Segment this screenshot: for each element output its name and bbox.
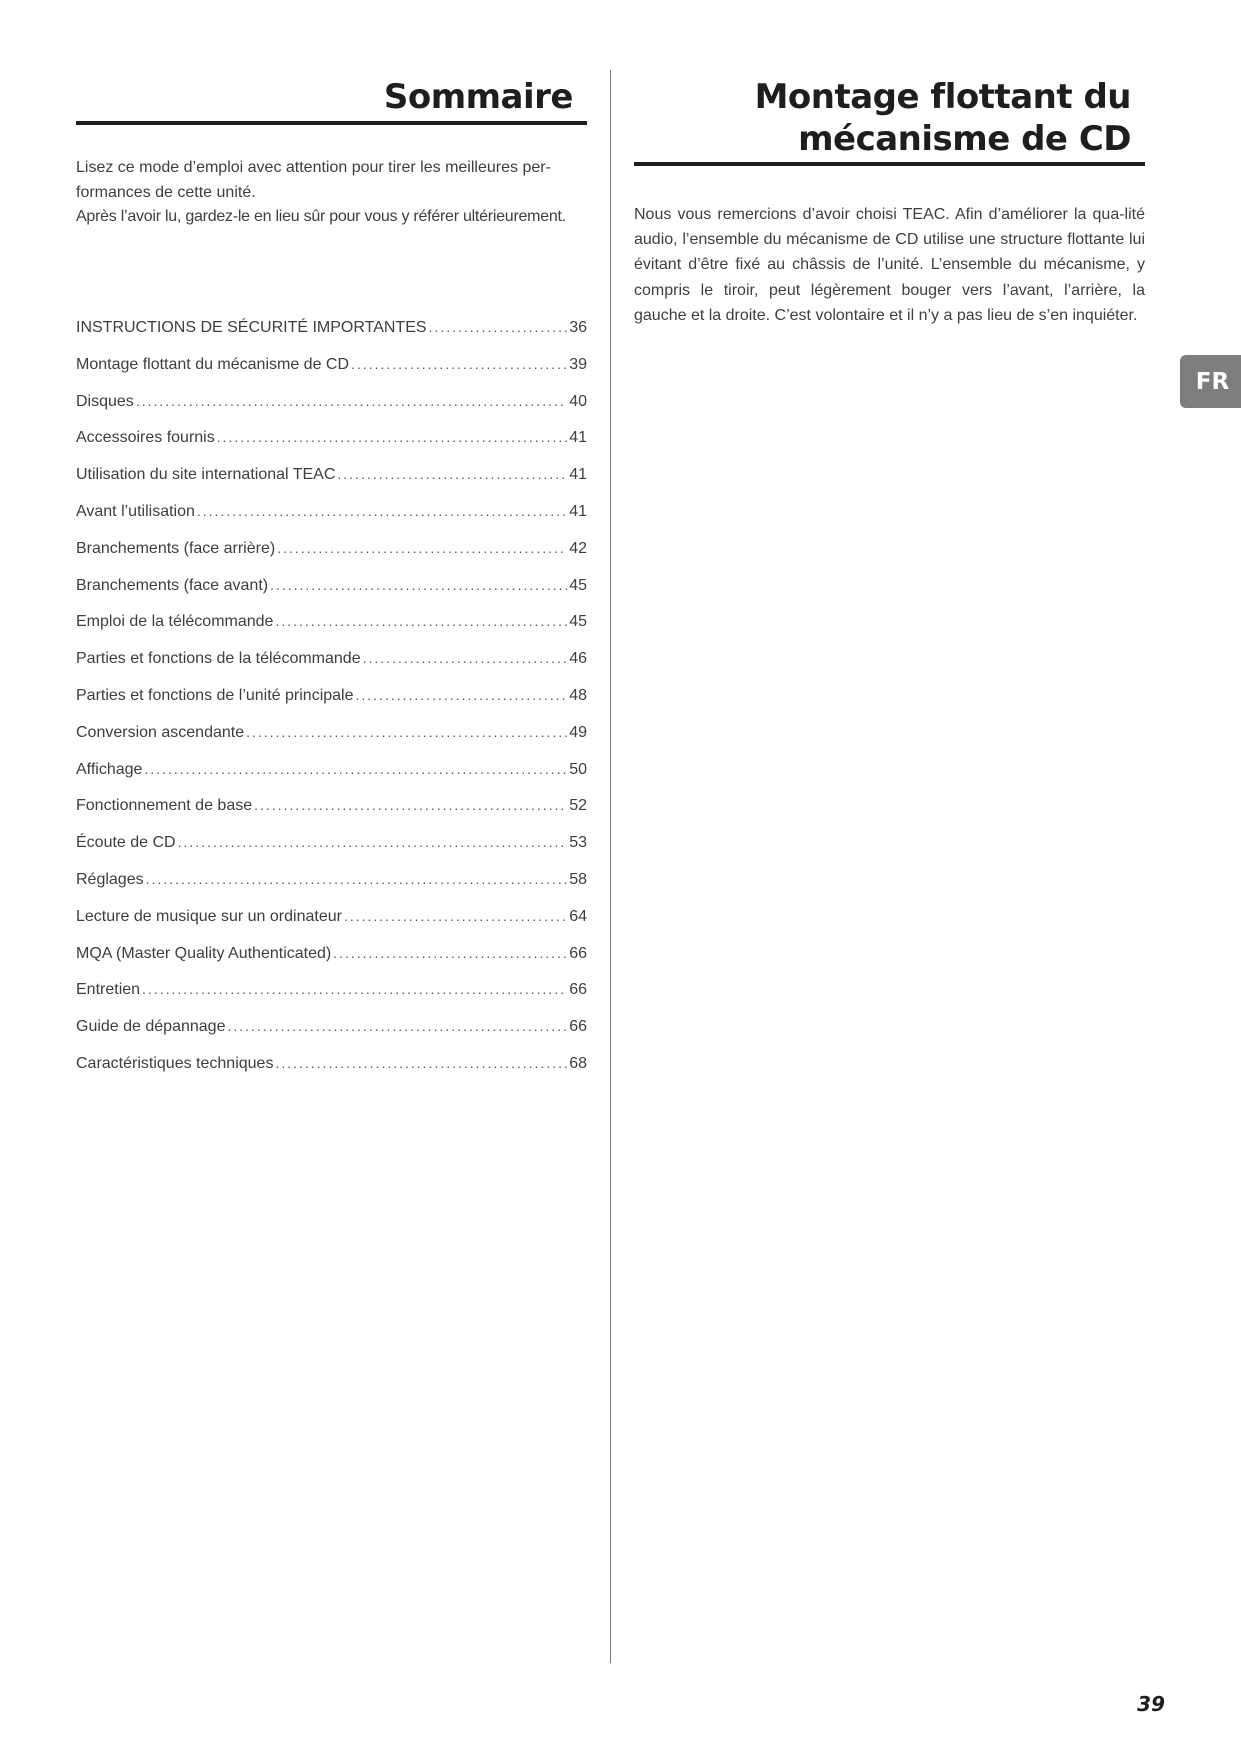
toc-entry-title: Caractéristiques techniques — [76, 1054, 274, 1072]
toc-entry-page: 50 — [569, 760, 587, 778]
toc-leader-dots — [142, 981, 567, 997]
toc-entry[interactable] — [76, 761, 587, 798]
section-title-line: mécanisme de CD — [798, 119, 1131, 159]
toc-entry-title: Utilisation du site international TEAC — [76, 466, 336, 484]
toc-leader-dots — [344, 908, 567, 924]
toc-leader-dots — [275, 613, 567, 629]
toc-entry-title: Conversion ascendante — [76, 723, 245, 741]
toc-entry-title: Réglages — [76, 870, 144, 888]
toc-entry-title: Accessoires fournis — [76, 429, 215, 447]
toc-entry-page: 45 — [569, 576, 587, 594]
toc-entry-title: Guide de dépannage — [76, 1018, 226, 1036]
toc-entry[interactable] — [76, 466, 587, 503]
toc-entry-title: Lecture de musique sur un ordinateur — [76, 907, 342, 925]
table-of-contents-column — [76, 70, 587, 1072]
toc-entry-page: 66 — [569, 981, 587, 999]
toc-entry-page: 36 — [569, 319, 587, 336]
toc-leader-dots — [227, 1018, 567, 1034]
toc-entry[interactable] — [76, 797, 587, 834]
toc-entry-title: Avant l’utilisation — [76, 502, 195, 520]
toc-entry-page: 41 — [569, 502, 587, 520]
toc-entry-title: INSTRUCTIONS DE SÉCURITÉ IMPORTANTES — [76, 319, 427, 336]
toc-list — [76, 319, 587, 1092]
toc-entry-page: 68 — [569, 1054, 587, 1072]
toc-entry-page: 46 — [569, 650, 587, 668]
section-title-line: Montage flottant du — [754, 77, 1131, 117]
toc-entry[interactable] — [76, 613, 587, 650]
section-title — [634, 76, 1131, 160]
toc-leader-dots — [333, 945, 567, 961]
toc-leader-dots — [275, 1055, 567, 1071]
toc-heading-block — [76, 70, 587, 125]
toc-leader-dots — [277, 540, 567, 556]
toc-entry[interactable] — [76, 724, 587, 761]
toc-entry-page: 58 — [569, 870, 587, 888]
toc-entry-page: 49 — [569, 723, 587, 741]
column-divider — [610, 70, 611, 1663]
toc-entry[interactable] — [76, 1018, 587, 1055]
toc-entry[interactable] — [76, 540, 587, 577]
toc-entry-title: Affichage — [76, 760, 143, 778]
toc-entry-page: 66 — [569, 944, 587, 962]
toc-entry-page: 66 — [569, 1018, 587, 1036]
toc-entry-page: 45 — [569, 613, 587, 631]
toc-entry-title: Branchements (face avant) — [76, 576, 269, 594]
toc-leader-dots — [429, 319, 568, 335]
toc-leader-dots — [337, 466, 567, 482]
section-heading-block — [634, 70, 1145, 166]
toc-leader-dots — [351, 356, 567, 372]
toc-entry-title: Fonctionnement de base — [76, 797, 253, 815]
toc-entry[interactable] — [76, 650, 587, 687]
toc-leader-dots — [146, 871, 568, 887]
toc-entry[interactable] — [76, 908, 587, 945]
section-body-text: Nous vous remercions d’avoir choisi TEAC. Afin d’améliorer la qua-lité audio, l’ensemble du mécanisme de CD utilise une structure flottante lui évitant d’être fixé au châssis de l’unité. L’ensemble du mécanisme, y compris le tiroir, peut légèrement bouger vers l’avant, l’arrière, la gauche et la droite. C’est volontaire et il n’y a pas lieu de s’en inquiéter. — [634, 206, 1145, 324]
toc-entry-page: 53 — [569, 834, 587, 852]
toc-leader-dots — [363, 650, 568, 666]
toc-leader-dots — [254, 797, 567, 813]
toc-leader-dots — [136, 393, 567, 409]
intro-line: Lisez ce mode d’emploi avec attention pour tirer les meilleures per- — [76, 159, 551, 176]
toc-entry-page: 42 — [569, 539, 587, 557]
toc-leader-dots — [356, 687, 568, 703]
page-number: 39 — [1137, 1692, 1165, 1716]
toc-entry[interactable] — [76, 871, 587, 908]
intro-line: formances de cette unité. — [76, 183, 256, 201]
toc-entry-page: 64 — [569, 907, 587, 925]
toc-entry-page: 41 — [569, 429, 587, 447]
toc-entry[interactable] — [76, 1055, 587, 1092]
toc-leader-dots — [178, 834, 568, 850]
toc-entry-title: Disques — [76, 392, 134, 410]
toc-entry-page: 41 — [569, 466, 587, 484]
toc-entry-page: 39 — [569, 355, 587, 373]
toc-entry-title: Emploi de la télécommande — [76, 613, 274, 631]
toc-entry[interactable] — [76, 834, 587, 871]
toc-leader-dots — [144, 761, 567, 777]
toc-entry[interactable] — [76, 687, 587, 724]
intro-line: Après l’avoir lu, gardez-le en lieu sûr pour vous y référer ultérieurement. — [76, 208, 566, 225]
toc-entry-page: 40 — [569, 392, 587, 410]
toc-entry[interactable] — [76, 393, 587, 430]
toc-leader-dots — [197, 503, 567, 519]
toc-leader-dots — [246, 724, 567, 740]
toc-entry-title: MQA (Master Quality Authenticated) — [76, 944, 332, 962]
language-tab: FR — [1180, 355, 1241, 408]
toc-entry-page: 52 — [569, 797, 587, 815]
toc-entry-title: Entretien — [76, 981, 141, 999]
intro-text — [76, 156, 587, 230]
toc-entry[interactable] — [76, 503, 587, 540]
toc-entry[interactable] — [76, 981, 587, 1018]
toc-entry-title: Écoute de CD — [76, 834, 176, 852]
toc-entry-page: 48 — [569, 686, 587, 704]
toc-entry-title: Branchements (face arrière) — [76, 539, 276, 557]
toc-entry-title: Parties et fonctions de la télécommande — [76, 650, 361, 668]
toc-entry-title: Montage flottant du mécanisme de CD — [76, 355, 350, 373]
toc-entry[interactable] — [76, 356, 587, 393]
toc-entry-title: Parties et fonctions de l’unité principale — [76, 686, 354, 704]
section-column — [634, 70, 1145, 344]
toc-entry[interactable] — [76, 945, 587, 982]
toc-entry[interactable] — [76, 577, 587, 614]
toc-leader-dots — [217, 429, 567, 445]
toc-leader-dots — [270, 577, 567, 593]
toc-title: Sommaire — [383, 77, 573, 117]
toc-entry[interactable] — [76, 429, 587, 466]
toc-entry[interactable] — [76, 319, 587, 356]
